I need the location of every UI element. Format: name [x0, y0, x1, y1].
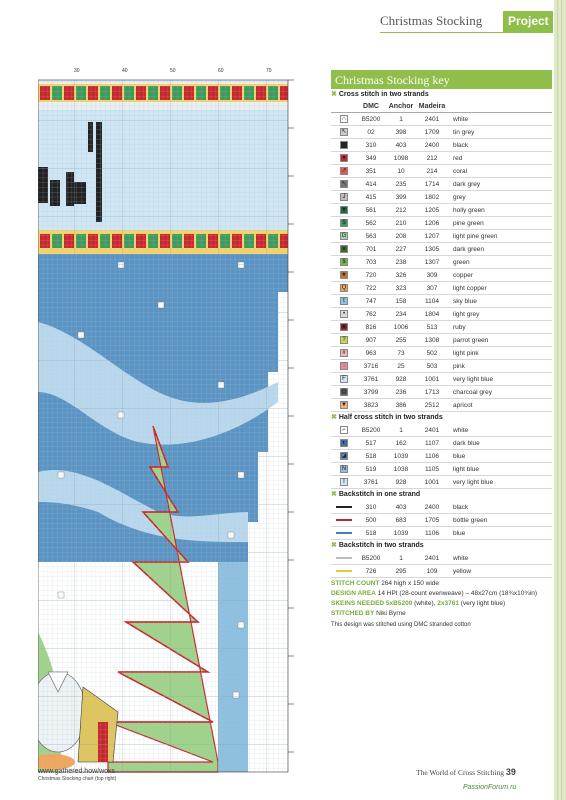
cross-stitch-chart: [38, 72, 338, 800]
key-row: [331, 282, 552, 295]
stitch-symbol-icon: ★: [341, 272, 347, 278]
madeira-code: 1207: [424, 233, 440, 240]
chart-col-number: 50: [170, 68, 176, 74]
dmc-code: 310: [365, 504, 377, 511]
key-row: [331, 204, 552, 217]
stitch-symbol-icon: ◐: [340, 439, 348, 447]
skeins-needed: SKEINS NEEDED 5xB5200 (white), 2x3761 (very light blue): [331, 600, 506, 607]
dmc-code: 351: [365, 168, 377, 175]
key-row: [331, 139, 552, 152]
thread-name: tin grey: [453, 129, 475, 136]
madeira-code: 1106: [425, 453, 439, 460]
dmc-code: 816: [365, 324, 377, 331]
madeira-code: 1713: [424, 389, 440, 396]
stitch-symbol-icon: Q: [341, 285, 347, 291]
dmc-code: 701: [365, 246, 377, 253]
madeira-code: 1105: [425, 466, 439, 473]
key-row: [331, 424, 552, 437]
thread-name: white: [453, 116, 469, 123]
anchor-code: 403: [395, 142, 407, 149]
dmc-code: B5200: [361, 555, 381, 562]
key-row: [331, 450, 552, 463]
dmc-code: 561: [365, 207, 377, 214]
dmc-code: B5200: [361, 116, 381, 123]
stitch-symbol-icon: ▼: [341, 207, 347, 213]
key-row: [331, 178, 552, 191]
anchor-code: 1006: [393, 324, 409, 331]
dmc-code: 726: [365, 568, 377, 575]
stitched-by: STITCHED BY Niki Byrne: [331, 610, 406, 617]
key-column-headers: [331, 101, 552, 113]
anchor-code: 1039: [393, 453, 409, 460]
thread-name: green: [453, 259, 470, 266]
anchor-code: 10: [397, 168, 405, 175]
thread-name: dark grey: [453, 181, 481, 188]
key-cross-stitch-rows: [331, 113, 552, 412]
column-anchor: Anchor: [388, 103, 414, 110]
anchor-code: 403: [395, 504, 407, 511]
stitch-symbol-icon: ●: [340, 154, 348, 162]
madeira-code: 1106: [425, 530, 439, 537]
stitch-count: STITCH COUNT 264 high x 150 wide: [331, 580, 440, 587]
dmc-code: 02: [367, 129, 375, 136]
anchor-code: 1038: [393, 466, 409, 473]
thread-name: very light blue: [453, 479, 494, 486]
key-row: [331, 565, 552, 578]
thread-name: yellow: [453, 568, 472, 575]
stitch-symbol-icon: ⌐: [340, 426, 348, 434]
key-row: [331, 386, 552, 399]
stitch-key: [331, 70, 552, 628]
stitch-symbol-icon: ♦: [340, 245, 348, 253]
key-row: [331, 295, 552, 308]
stitch-symbol-icon: ?: [340, 336, 348, 344]
key-row: [331, 360, 552, 373]
anchor-code: 1: [399, 116, 403, 123]
thread-name: coral: [453, 168, 468, 175]
key-row: [331, 514, 552, 527]
stitch-symbol-icon: J: [340, 193, 348, 201]
thread-name: black: [453, 142, 469, 149]
side-strip: [554, 0, 566, 800]
dmc-code: 3716: [363, 363, 379, 370]
madeira-code: 1714: [424, 181, 440, 188]
key-row: [331, 256, 552, 269]
madeira-code: 2401: [424, 116, 440, 123]
madeira-code: 502: [426, 350, 438, 357]
key-title: Christmas Stocking key: [331, 70, 552, 89]
thread-name: light pink: [453, 350, 479, 357]
thread-name: apricot: [453, 402, 473, 409]
anchor-code: 326: [395, 272, 407, 279]
key-section-heading: ✖ Backstitch in one strand: [331, 491, 421, 498]
stitch-symbol-icon: ■: [340, 141, 348, 149]
key-row: [331, 373, 552, 386]
dmc-code: 3823: [363, 402, 379, 409]
anchor-code: 399: [395, 194, 407, 201]
dmc-code: 762: [365, 311, 377, 318]
stitch-symbol-icon: ♡: [341, 363, 347, 369]
key-row: [331, 217, 552, 230]
madeira-code: 1001: [424, 376, 440, 383]
thread-name: dark blue: [453, 440, 480, 447]
thread-name: light pine green: [453, 233, 498, 240]
anchor-code: 323: [395, 285, 407, 292]
dmc-code: 3799: [363, 389, 379, 396]
thread-name: black: [453, 504, 469, 511]
dmc-code: 720: [365, 272, 377, 279]
madeira-code: 1307: [424, 259, 440, 266]
anchor-code: 1: [399, 427, 403, 434]
madeira-code: 2401: [424, 427, 440, 434]
anchor-code: 158: [395, 298, 407, 305]
anchor-code: 1098: [393, 155, 409, 162]
anchor-code: 73: [397, 350, 405, 357]
dmc-code: 414: [365, 181, 377, 188]
madeira-code: 1804: [424, 311, 440, 318]
key-row: [331, 191, 552, 204]
madeira-code: 307: [426, 285, 438, 292]
chart-col-number: 70: [266, 68, 272, 74]
dmc-code: 518: [365, 453, 377, 460]
thread-name: light copper: [453, 285, 487, 292]
anchor-code: 235: [395, 181, 407, 188]
madeira-code: 1308: [424, 337, 440, 344]
key-row: [331, 527, 552, 540]
stitch-symbol-icon: ∩: [341, 116, 347, 122]
watermark: PassionForum.ru: [463, 784, 517, 791]
backstitch-line-icon: [336, 557, 352, 559]
madeira-code: 2512: [424, 402, 440, 409]
madeira-code: 1107: [425, 440, 439, 447]
stitch-symbol-icon: •: [340, 310, 348, 318]
chart-col-number: 30: [74, 68, 80, 74]
thread-name: very light blue: [453, 376, 494, 383]
key-row: [331, 552, 552, 565]
madeira-code: 109: [426, 568, 438, 575]
design-area: DESIGN AREA 14 HPI (28-count evenweave) – 48x27cm (18¾x10¾in): [331, 590, 538, 597]
dmc-code: 310: [365, 142, 377, 149]
stitch-symbol-icon: $: [340, 219, 348, 227]
thread-note: This design was stitched using DMC stranded cotton: [331, 622, 471, 628]
dmc-code: 518: [365, 530, 377, 537]
key-row: [331, 165, 552, 178]
stitch-symbol-icon: I: [340, 478, 348, 486]
backstitch-line-icon: [336, 519, 352, 521]
anchor-code: 1039: [393, 530, 409, 537]
stitch-symbol-icon: $: [340, 258, 348, 266]
key-row: [331, 152, 552, 165]
key-row: [331, 334, 552, 347]
stitch-symbol-icon: F: [340, 375, 348, 383]
anchor-code: 210: [395, 220, 407, 227]
backstitch-line-icon: [336, 506, 352, 508]
dmc-code: 415: [365, 194, 377, 201]
dmc-code: 747: [365, 298, 377, 305]
stitch-symbol-icon: t: [340, 297, 348, 305]
dmc-code: 562: [365, 220, 377, 227]
stitch-symbol-icon: ↗: [341, 168, 347, 174]
stitch-symbol-icon: N: [341, 466, 347, 472]
madeira-code: 503: [426, 363, 438, 370]
anchor-code: 208: [395, 233, 407, 240]
thread-name: sky blue: [453, 298, 477, 305]
madeira-code: 214: [426, 168, 438, 175]
thread-name: bottle green: [453, 517, 488, 524]
key-row: [331, 269, 552, 282]
stitch-symbol-icon: ʘ: [341, 389, 347, 395]
thread-name: white: [453, 427, 469, 434]
header-rule: [380, 32, 553, 33]
madeira-code: 513: [426, 324, 438, 331]
chart-col-number: 40: [122, 68, 128, 74]
dmc-code: 963: [365, 350, 377, 357]
anchor-code: 928: [395, 479, 407, 486]
key-row: [331, 347, 552, 360]
stitch-symbol-icon: G: [341, 233, 347, 239]
thread-name: white: [453, 555, 469, 562]
madeira-code: 1206: [424, 220, 440, 227]
anchor-code: 1: [399, 555, 403, 562]
madeira-code: 2400: [424, 504, 440, 511]
anchor-code: 234: [395, 311, 407, 318]
dmc-code: 907: [365, 337, 377, 344]
madeira-code: 309: [426, 272, 438, 279]
stitch-symbol-icon: ◪: [341, 453, 347, 459]
thread-name: parrot green: [453, 337, 489, 344]
stitch-symbol-icon: ↖: [341, 181, 347, 187]
thread-name: grey: [453, 194, 466, 201]
key-section-heading: ✖ Half cross stitch in two strands: [331, 414, 443, 421]
dmc-code: 500: [365, 517, 377, 524]
madeira-code: 1205: [424, 207, 440, 214]
anchor-code: 398: [395, 129, 407, 136]
stitch-symbol-icon: ↖: [341, 129, 347, 135]
anchor-code: 295: [395, 568, 407, 575]
anchor-code: 162: [395, 440, 407, 447]
madeira-code: 212: [426, 155, 438, 162]
key-row: [331, 126, 552, 139]
column-madeira: Madeira: [418, 103, 446, 110]
thread-name: ruby: [453, 324, 466, 331]
section-tab: Project: [503, 11, 553, 32]
thread-name: red: [453, 155, 463, 162]
thread-name: light blue: [453, 466, 480, 473]
anchor-code: 255: [395, 337, 407, 344]
section-title: Christmas Stocking: [380, 13, 483, 28]
dmc-code: 517: [365, 440, 377, 447]
key-backstitch-two-rows: [331, 552, 552, 578]
footer-magazine: The World of Cross Stitching 39: [416, 767, 516, 777]
stitch-symbol-icon: #: [340, 349, 348, 357]
thread-name: blue: [453, 530, 466, 537]
dmc-code: 563: [365, 233, 377, 240]
key-half-cross-rows: [331, 424, 552, 489]
key-row: [331, 308, 552, 321]
dmc-code: 722: [365, 285, 377, 292]
anchor-code: 227: [395, 246, 407, 253]
key-row: [331, 243, 552, 256]
footer-url[interactable]: www.gathered.how/woxs: [38, 768, 116, 775]
page-number: 39: [505, 767, 516, 777]
anchor-code: 238: [395, 259, 407, 266]
anchor-code: 236: [395, 389, 407, 396]
dmc-code: 349: [365, 155, 377, 162]
thread-name: pine green: [453, 220, 484, 227]
anchor-code: 928: [395, 376, 407, 383]
dmc-code: 519: [365, 466, 377, 473]
madeira-code: 1705: [424, 517, 440, 524]
key-backstitch-one-rows: [331, 501, 552, 540]
madeira-code: 1709: [424, 129, 440, 136]
madeira-code: 1802: [424, 194, 440, 201]
chart-caption-visible: Christmas Stocking chart (top right): [38, 776, 117, 782]
stitch-symbol-icon: ▼: [341, 402, 347, 408]
thread-name: charcoal grey: [453, 389, 493, 396]
column-dmc: DMC: [363, 103, 379, 110]
madeira-code: 1305: [424, 246, 440, 253]
anchor-code: 25: [397, 363, 405, 370]
thread-name: copper: [453, 272, 473, 279]
madeira-code: 2401: [424, 555, 440, 562]
key-row: [331, 476, 552, 489]
key-row: [331, 437, 552, 450]
anchor-code: 212: [395, 207, 407, 214]
madeira-code: 2400: [424, 142, 440, 149]
thread-name: pink: [453, 363, 465, 370]
backstitch-line-icon: [336, 570, 352, 572]
stitch-symbol-icon: ▣: [341, 324, 347, 330]
chart-col-number: 60: [218, 68, 224, 74]
key-section-heading: ✖ Backstitch in two strands: [331, 542, 424, 549]
dmc-code: 703: [365, 259, 377, 266]
dmc-code: B5200: [361, 427, 381, 434]
key-row: [331, 399, 552, 412]
anchor-code: 386: [395, 402, 407, 409]
thread-name: blue: [453, 453, 466, 460]
thread-name: light grey: [453, 311, 480, 318]
key-section-heading: ✖ Cross stitch in two strands: [331, 91, 429, 98]
key-row: [331, 113, 552, 126]
thread-name: dark green: [453, 246, 485, 253]
madeira-code: 1001: [424, 479, 440, 486]
key-row: [331, 463, 552, 476]
thread-name: holly green: [453, 207, 485, 214]
madeira-code: 1104: [425, 298, 439, 305]
key-row: [331, 321, 552, 334]
key-row: [331, 230, 552, 243]
key-row: [331, 501, 552, 514]
dmc-code: 3761: [363, 376, 379, 383]
dmc-code: 3761: [363, 479, 379, 486]
anchor-code: 683: [395, 517, 407, 524]
backstitch-line-icon: [336, 532, 352, 534]
